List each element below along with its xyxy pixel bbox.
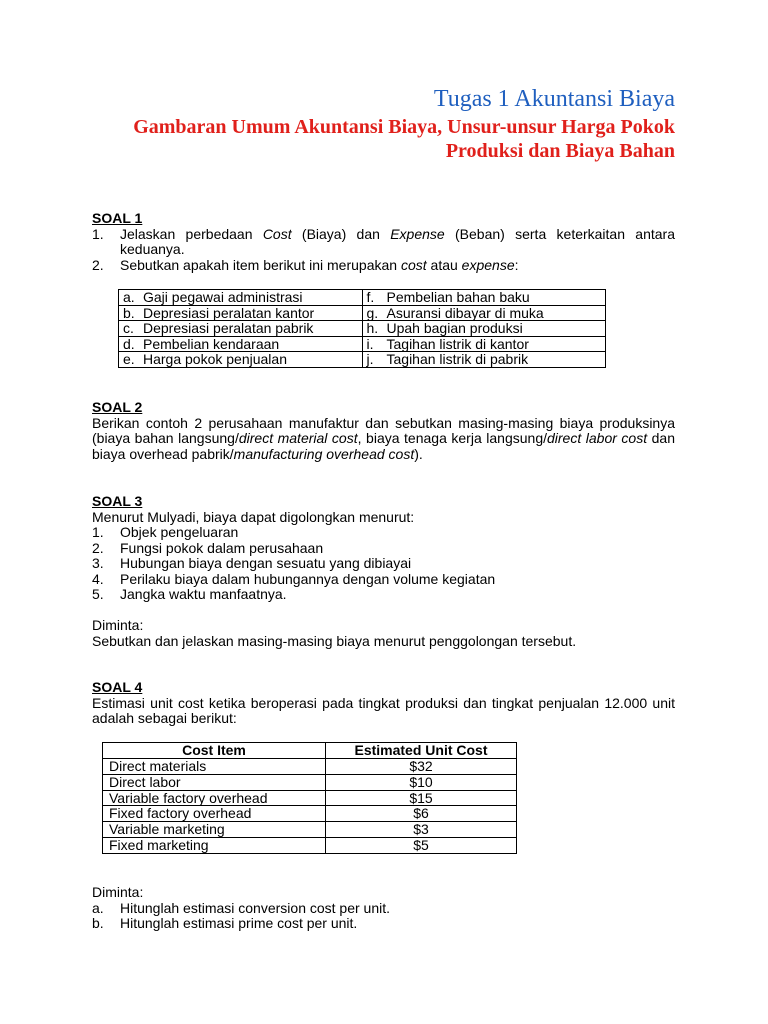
list-text: Hitunglah estimasi prime cost per unit. <box>120 915 358 931</box>
item-text: Harga pokok penjualan <box>143 351 287 368</box>
cost-item-cell: Fixed factory overhead <box>103 806 326 822</box>
list-text: Hubungan biaya dengan sesuatu yang dibiayai <box>120 555 412 571</box>
table-row <box>119 352 606 368</box>
soal-2-section <box>92 400 675 462</box>
table-cell <box>362 352 606 368</box>
cost-item-cell: Direct labor <box>103 774 326 790</box>
table-row <box>103 790 517 806</box>
list-number: 5. <box>92 586 104 602</box>
table-cell <box>119 290 363 306</box>
document-subtitle <box>75 115 675 163</box>
soal-4-heading: SOAL 4 <box>92 679 143 695</box>
item-letter: e. <box>123 351 135 368</box>
soal-3-heading: SOAL 3 <box>92 493 143 509</box>
soal-3-diminta: Diminta: <box>92 617 144 633</box>
list-letter: b. <box>92 915 104 931</box>
unit-cost-cell: $6 <box>326 806 517 822</box>
soal-2-text: Berikan contoh 2 perusahaan manufaktur dan sebutkan masing-masing biaya produksinya (biaya bahan langsung/direct material cost, biaya tenaga kerja langsung/direct labor cost dan biaya overhead pabrik/manufacturing overhead cost). <box>92 414 675 462</box>
table-header-row <box>103 743 517 759</box>
soal-3-section <box>92 494 675 649</box>
list-number: 4. <box>92 570 104 587</box>
soal-1-list <box>92 227 675 274</box>
list-item <box>92 916 675 932</box>
table-cell <box>119 336 363 352</box>
list-item <box>92 572 675 588</box>
cost-item-cell: Direct materials <box>103 759 326 775</box>
table-row <box>119 321 606 337</box>
list-item <box>92 587 675 603</box>
unit-cost-cell: $15 <box>326 790 517 806</box>
item-text: Gaji pegawai administrasi <box>143 289 303 305</box>
table-row <box>103 837 517 853</box>
list-letter: a. <box>92 899 104 916</box>
list-item <box>92 901 675 917</box>
soal-1-heading: SOAL 1 <box>92 210 143 226</box>
cost-expense-items-table <box>118 289 606 368</box>
table-cell <box>119 352 363 368</box>
list-number: 2. <box>92 539 104 556</box>
list-item: 2. Sebutkan apakah item berikut ini merupakan cost atau expense: <box>92 256 519 273</box>
item-letter: g. <box>366 304 379 321</box>
soal-3-list <box>92 525 675 603</box>
soal-3-task: Sebutkan dan jelaskan masing-masing biaya menurut penggolongan tersebut. <box>92 632 577 649</box>
list-item <box>92 541 675 557</box>
soal-4-tasks <box>92 885 675 932</box>
list-text: Hitunglah estimasi conversion cost per unit. <box>120 899 391 916</box>
list-item <box>92 556 675 572</box>
list-number: 3. <box>92 555 104 571</box>
list-item <box>92 525 675 541</box>
document-title: Tugas 1 Akuntansi Biaya <box>433 86 675 112</box>
subtitle-line-1: Gambaran Umum Akuntansi Biaya, Unsur-unsur Harga Pokok <box>133 116 675 138</box>
table-cell <box>362 305 606 321</box>
table-row <box>103 759 517 775</box>
soal-1-section <box>92 211 675 273</box>
table-row <box>103 806 517 822</box>
item-letter: c. <box>123 320 134 337</box>
soal-4-section <box>92 680 675 727</box>
item-letter: f. <box>366 289 375 305</box>
item-text: Pembelian kendaraan <box>143 335 280 352</box>
item-letter: h. <box>366 320 379 337</box>
item-letter: i. <box>366 335 374 352</box>
item-text: Depresiasi peralatan kantor <box>143 304 315 321</box>
item-letter: d. <box>123 335 135 352</box>
table-row <box>119 290 606 306</box>
list-text: Objek pengeluaran <box>120 524 239 540</box>
table-row <box>103 774 517 790</box>
table-row <box>119 305 606 321</box>
soal-4-intro: Estimasi unit cost ketika beroperasi pada tingkat produksi dan tingkat penjualan 12.000 unit adalah sebagai berikut: <box>92 694 675 726</box>
cost-item-cell: Variable marketing <box>103 822 326 838</box>
item-letter: j. <box>366 351 374 368</box>
unit-cost-cell: $10 <box>326 774 517 790</box>
table-cell <box>362 336 606 352</box>
cost-item-cell: Fixed marketing <box>103 837 326 853</box>
column-header-cost-item: Cost Item <box>103 743 326 759</box>
unit-cost-cell: $5 <box>326 837 517 853</box>
table-cell <box>119 305 363 321</box>
item-text: Upah bagian produksi <box>386 320 523 337</box>
list-number: 1. <box>92 524 104 540</box>
column-header-estimated-unit-cost: Estimated Unit Cost <box>326 743 517 759</box>
item-text: Depresiasi peralatan pabrik <box>143 320 314 337</box>
table-cell <box>362 290 606 306</box>
table-cell <box>362 321 606 337</box>
item-letter: a. <box>123 289 135 305</box>
unit-cost-table <box>102 742 517 854</box>
list-item: 1. Jelaskan perbedaan Cost (Biaya) dan Expense (Beban) serta keterkaitan antara keduanya. <box>92 225 676 257</box>
table-row <box>119 336 606 352</box>
list-text: Fungsi pokok dalam perusahaan <box>120 539 324 556</box>
table-cell <box>119 321 363 337</box>
item-text: Pembelian bahan baku <box>386 289 530 305</box>
soal-4-task-list <box>92 901 675 932</box>
table-row <box>103 822 517 838</box>
unit-cost-cell: $32 <box>326 759 517 775</box>
soal-4-diminta: Diminta: <box>92 884 144 900</box>
soal-2-heading: SOAL 2 <box>92 399 143 415</box>
item-text: Asuransi dibayar di muka <box>386 304 544 321</box>
item-text: Tagihan listrik di pabrik <box>386 351 529 368</box>
subtitle-line-2: Produksi dan Biaya Bahan <box>445 140 675 162</box>
list-text: Perilaku biaya dalam hubungannya dengan volume kegiatan <box>120 570 496 587</box>
unit-cost-cell: $3 <box>326 822 517 838</box>
soal-3-intro: Menurut Mulyadi, biaya dapat digolongkan menurut: <box>92 508 415 525</box>
cost-item-cell: Variable factory overhead <box>103 790 326 806</box>
list-text: Jangka waktu manfaatnya. <box>120 586 287 602</box>
item-letter: b. <box>123 304 135 321</box>
item-text: Tagihan listrik di kantor <box>386 335 529 352</box>
